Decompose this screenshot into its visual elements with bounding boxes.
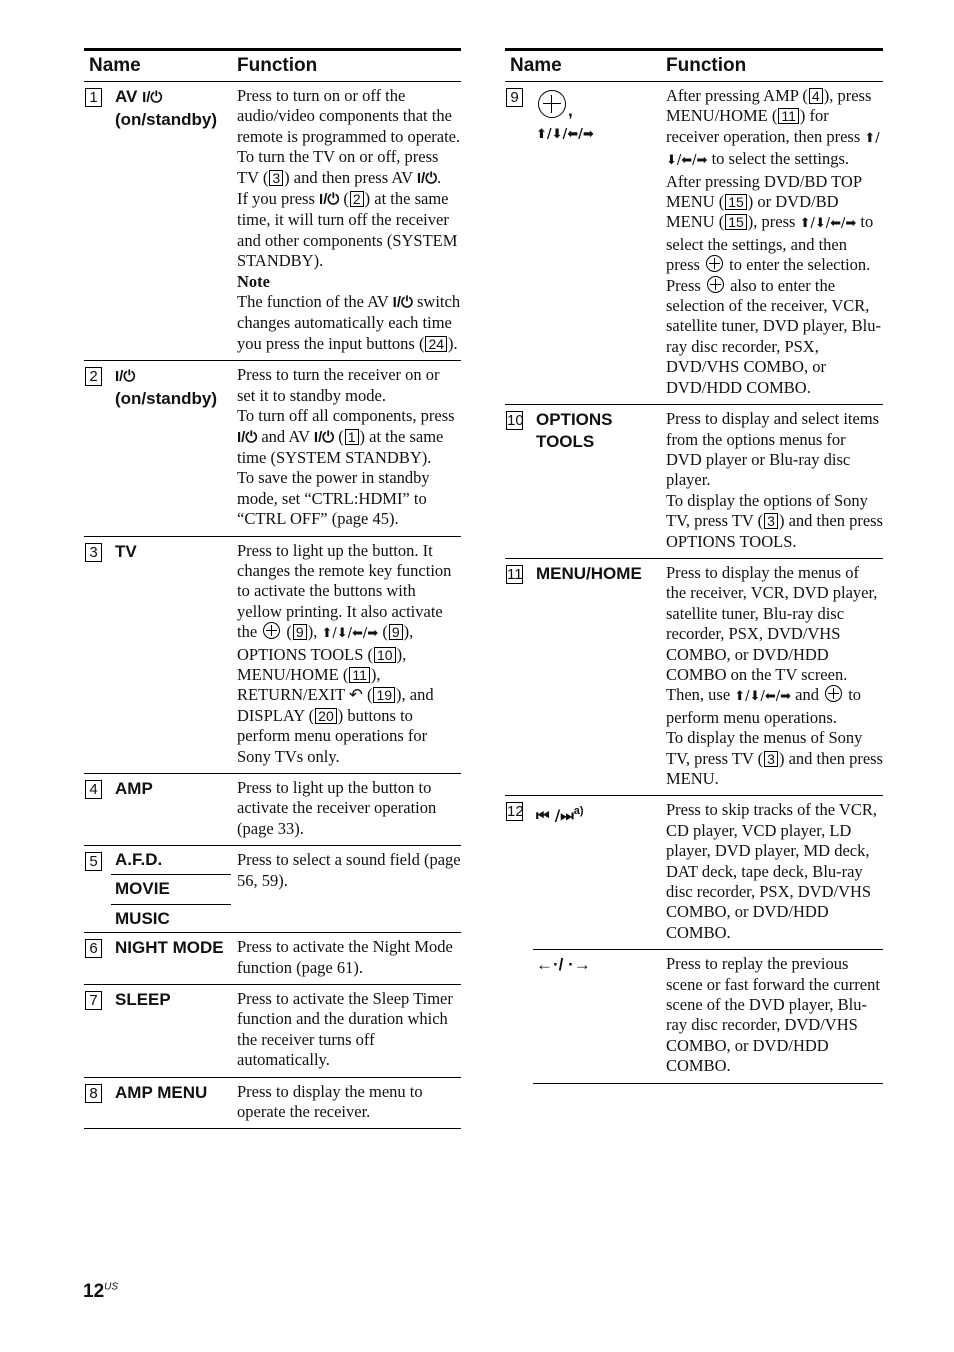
row-name: MENU/HOME	[536, 563, 642, 583]
name-header: Name	[89, 55, 141, 76]
table-row	[84, 985, 461, 1078]
row-name: MOVIE	[115, 879, 170, 899]
table-row	[505, 796, 883, 1083]
row-function: Press to activate the Sleep Timer function and the duration which the receiver turns off automatically.	[237, 989, 453, 1070]
power-icon: I/⏻	[115, 368, 136, 386]
row-number: 6	[85, 939, 102, 958]
row-function: Press to select a sound field (page 56, 59).	[237, 850, 461, 890]
table-row	[84, 846, 461, 933]
power-icon: I/⏻	[313, 428, 335, 446]
power-icon: I/⏻	[416, 169, 438, 187]
sub-row	[533, 950, 883, 1083]
row-number: 7	[85, 991, 102, 1010]
left-table	[84, 48, 461, 1129]
row-function: Press to turn on or off the audio/video components that the remote is programmed to operate. To turn the TV on or off, press TV ( 3 ) and then press AV I/⏻. If you press I/⏻ ( 2 ) at the same time, it will turn off the receiver and other components (SYSTEM STANDBY). Note The function of the AV I/⏻ switch changes automatically each time you press the input buttons ( 24 ).	[237, 86, 461, 353]
row-name: TV	[115, 541, 137, 561]
row-name: A.F.D.	[115, 850, 163, 870]
prev-next-icon: ⏮ /⏭	[536, 807, 574, 826]
row-number: 8	[85, 1084, 102, 1103]
row-number: 10	[507, 412, 524, 430]
cursor-icon	[825, 685, 842, 702]
power-icon: I/⏻	[319, 191, 340, 209]
row-function: Press to display and select items from the options menus for DVD player or Blu-ray disc player. To display the options of Sony TV, press TV ( 3 ) and then press OPTIONS TOOLS.	[666, 409, 883, 551]
table-row	[84, 774, 461, 846]
page-number: $12^{US}$	[83, 1281, 119, 1302]
power-icon: I/⏻	[237, 428, 258, 446]
function-header: Function	[666, 55, 747, 76]
row-function: Press to light up the button. It changes the remote key function to activate the buttons with yellow printing. It also activate the ( 9 ), ⬆/⬇/⬅/➡ ( 9 ), OPTIONS TOOLS ( 10 ), MENU/HOME ( 11 ), RETURN/EXIT ↶ ( 19 ), and DISPLAY ( 20 ) buttons to perform menu operations for Sony TVs only.	[237, 540, 452, 766]
row-name: OPTIONS TOOLS	[536, 410, 613, 452]
row-name: ⏮ /⏭$^{a)}$	[536, 805, 584, 826]
row-number: 1	[85, 88, 102, 107]
table-row	[505, 559, 883, 796]
row-name: MUSIC	[115, 909, 170, 929]
table-row	[84, 933, 461, 985]
row-number: 5	[85, 852, 102, 871]
row-name: SLEEP	[115, 990, 171, 1010]
row-function: Press to turn the receiver on or set it to standby mode. To turn off all components, press I/⏻ and AV I/⏻ ( 1 ) at the same time (SYSTEM STANDBY). To save the power in standby mode, set “CTRL:HDMI” to “CTRL OFF” (page 45).	[237, 365, 455, 529]
cursor-icon	[706, 255, 723, 272]
table-row	[84, 1078, 461, 1130]
row-function: Press to skip tracks of the VCR, CD player, VCD player, LD player, DVD player, MD deck, DAT deck, tape deck, Blu-ray disc recorder, PSX, DVD/VHS COMBO, or DVD/HDD COMBO.	[533, 796, 883, 950]
row-number: 11	[507, 565, 523, 583]
divider	[111, 874, 231, 875]
cursor-icon	[707, 276, 724, 293]
arrows-icon: ⬆/⬇/⬅/➡	[799, 216, 857, 232]
row-number: 12	[507, 803, 524, 821]
return-icon: ↶	[348, 685, 363, 705]
row-name: NIGHT MODE	[115, 938, 224, 958]
row-number: 3	[85, 543, 102, 562]
row-number: 4	[85, 780, 102, 799]
row-name: AMP	[115, 779, 153, 798]
divider	[111, 904, 231, 905]
table-row	[505, 405, 883, 559]
table-row	[505, 82, 883, 405]
row-function: Press to display the menus of the receiver, VCR, DVD player, satellite tuner, Blu-ray disc recorder, PSX, DVD/VHS COMBO, or DVD/HDD COMBO on the TV screen. Then, use ⬆/⬇/⬅/➡ and to perform menu operations. To display the menus of Sony TV, press TV ( 3 ) and then press MENU.	[666, 562, 883, 788]
cursor-icon	[263, 622, 280, 639]
table-row	[84, 361, 461, 536]
table-row	[84, 82, 461, 361]
row-name: AMP MENU	[115, 1082, 208, 1102]
arrows-icon: ⬆/⬇/⬅/➡	[734, 689, 791, 705]
note-label: Note	[237, 271, 270, 291]
arrows-icon: ⬆/⬇/⬅/➡	[321, 626, 379, 642]
row-number: 2	[85, 367, 102, 386]
right-table	[505, 48, 883, 1084]
row-name: AV I/⏻ (on/standby)	[115, 87, 217, 129]
row-name: , ⬆/⬇/⬅/➡	[536, 90, 594, 146]
row-function: Press to activate the Night Mode function (page 61).	[237, 937, 453, 977]
row-function: Press to light up the button to activate the receiver operation (page 33).	[237, 778, 437, 838]
table-row	[84, 537, 461, 774]
function-header: Function	[237, 55, 318, 76]
slow-icon: ←·/ ·→	[536, 955, 591, 975]
row-number: 9	[506, 88, 523, 107]
row-function: After pressing AMP ( 4 ), press MENU/HOME ( 11 ) for receiver operation, then press ⬆/⬇/⬅/➡ to select the settings. After pressing DVD/BD TOP MENU ( 15 ) or DVD/BD MENU ( 15 ), press ⬆/⬇/⬅/➡ to select the settings, and then press to enter the selection. Press also to enter the selection of the receiver, VCR, satellite tuner, DVD player, Blu-ray disc recorder, PSX, DVD/VHS COMBO, or DVD/HDD COMBO.	[666, 86, 881, 397]
row-function: Press to display the menu to operate the receiver.	[237, 1081, 423, 1122]
row-name: I/⏻ (on/standby)	[115, 368, 217, 409]
name-header: Name	[510, 55, 562, 76]
arrows-icon: ⬆/⬇/⬅/➡	[536, 127, 594, 142]
table-header	[505, 48, 883, 82]
power-icon: I/⏻	[142, 89, 163, 106]
row-function: Press to replay the previous scene or fast forward the current scene of the DVD player, Blu-ray disc recorder, DVD/VHS COMBO, or DVD/HDD COMBO.	[666, 954, 880, 1076]
arrows-icon: ⬆/⬇/⬅/➡	[666, 130, 880, 169]
table-header	[84, 48, 461, 82]
cursor-icon	[538, 90, 566, 118]
power-icon: I/⏻	[392, 294, 413, 312]
